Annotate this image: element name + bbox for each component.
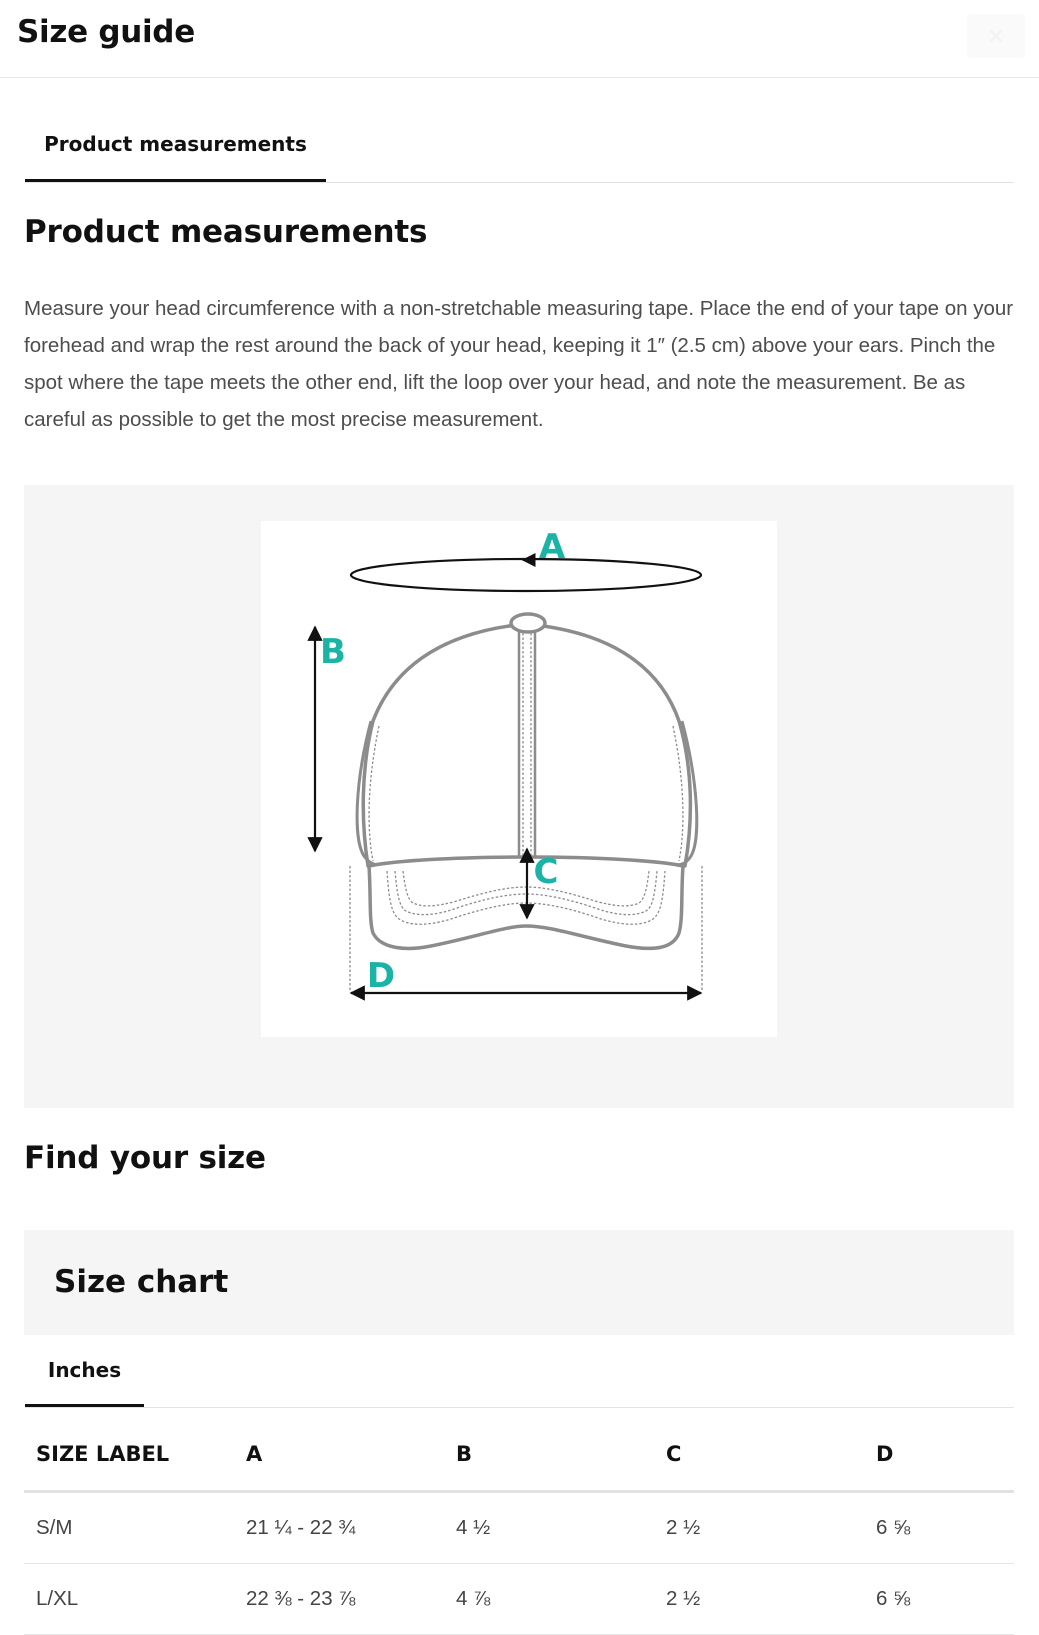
column-header: A	[234, 1418, 444, 1492]
close-button[interactable]: ✕	[967, 14, 1025, 58]
table-cell: 4 ½	[444, 1492, 654, 1564]
table-header-row	[24, 1418, 1014, 1492]
table-row	[24, 1564, 1014, 1635]
measure-a-ellipse	[351, 559, 701, 591]
diagram-panel	[24, 485, 1014, 1108]
table-cell: S/M	[24, 1492, 234, 1564]
table-cell: 2 ½	[654, 1492, 864, 1564]
modal-title: Size guide	[17, 14, 195, 50]
unit-tab-bar	[25, 1335, 1014, 1408]
table-cell: 22 ⅜ - 23 ⅞	[234, 1564, 444, 1635]
table-cell: 2 ½	[654, 1564, 864, 1635]
table-cell: 6 ⅝	[864, 1564, 1014, 1635]
column-header: D	[864, 1418, 1014, 1492]
table-cell: 4 ⅞	[444, 1564, 654, 1635]
measurement-instructions: Measure your head circumference with a non-stretchable measuring tape. Place the end of your tape on your forehead and wrap the rest around the back of your head, keeping it 1″ (2.5 cm) above your ears. Pinch the spot where the tape meets the other end, lift the loop over your head, and note the measurement. Be as careful as possible to get the most precise measurement.	[24, 297, 1014, 431]
label-c: C	[533, 852, 559, 892]
cap-illustration	[261, 521, 777, 1037]
tab-inches[interactable]: Inches	[25, 1335, 144, 1407]
table-cell: 21 ¼ - 22 ¾	[234, 1492, 444, 1564]
size-chart-title: Size chart	[54, 1264, 229, 1300]
label-a: A	[538, 527, 566, 567]
column-header: SIZE LABEL	[24, 1418, 234, 1492]
tab-bar	[25, 120, 1014, 183]
table-cell: L/XL	[24, 1564, 234, 1635]
label-d: D	[366, 956, 396, 996]
table-row	[24, 1492, 1014, 1564]
column-header: B	[444, 1418, 654, 1492]
column-header: C	[654, 1418, 864, 1492]
cap-diagram	[261, 521, 777, 1037]
table-cell: 6 ⅝	[864, 1492, 1014, 1564]
size-chart-header	[24, 1230, 1014, 1335]
section-title-measurements: Product measurements	[24, 214, 428, 250]
label-b: B	[320, 632, 346, 672]
size-table	[24, 1418, 1014, 1635]
modal-header	[0, 0, 1039, 78]
section-title-find-size: Find your size	[24, 1140, 266, 1176]
tab-product-measurements[interactable]: Product measurements	[25, 120, 326, 182]
